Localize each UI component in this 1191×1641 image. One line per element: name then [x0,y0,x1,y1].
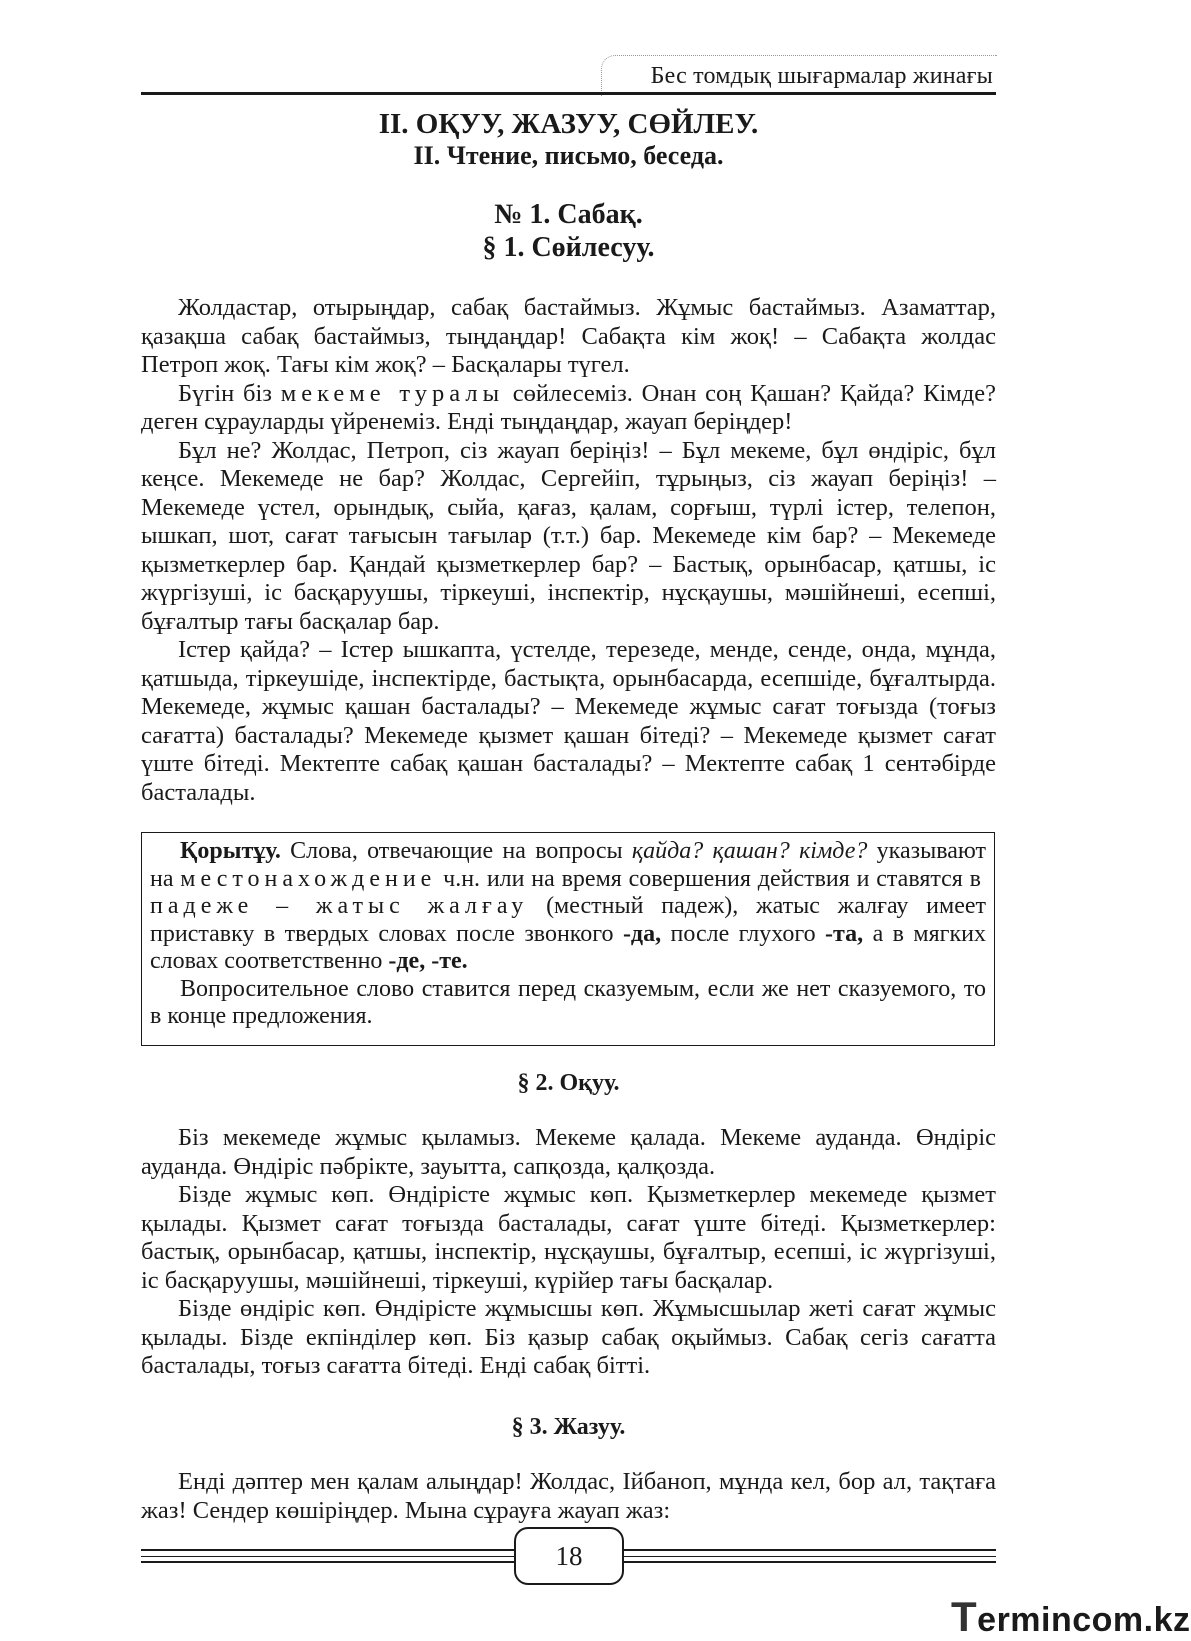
running-header-title: Бес томдық шығармалар жинағы [650,63,993,89]
page-number: 18 [514,1527,624,1585]
text-run: указывают на [150,838,986,892]
section-2-body [141,1124,996,1381]
question-words: қайда? қашан? кімде? [631,838,868,864]
part-title-ru: II. Чтение, письмо, беседа. [413,141,724,170]
text-run: ч.н. или на время совершения действия и ставятся [436,865,970,892]
watermark-letter: T [951,1593,978,1640]
paragraph: Біз мекемеде жұмыс қыламыз. Мекеме қалада. Мекеме ауданда. Өндіріс ауданда. Өндіріс пәбрікте, зауытта, сапқозда, қалқозда. [141,1124,996,1180]
note-lead: Қорытұу. [180,838,281,864]
spaced-text: мекеме туралы [280,379,505,407]
section-3-title: § 3. Жазуу. [511,1414,626,1440]
text-run: после глухого [661,920,826,947]
running-header [601,55,997,96]
text-run: Бүгін біз [178,379,281,407]
suffix: -де, -те. [388,948,468,974]
grammar-note-box [141,832,995,1046]
part-title-kz: II. ОҚУУ, ЖАЗУУ, СӨЙЛЕУ. [378,108,759,140]
paragraph: Істер қайда? – Істер ышкапта, үстелде, терезеде, менде, сенде, онда, мұнда, қатшыда, тіркеушіде, інспектірде, бастықта, орынбасарда, есепшіде, бұғалтырда. Мекемеде, жұмыс қашан басталады? – Мекемеде жұмыс сағат тоғызда (тоғыз сағатта) басталады? Мекемеде қызмет қашан бітеді? – Мекемеде қызмет сағат үште бітеді. Мектепте сабақ қашан басталады? – Мектепте сабақ 1 сентәбірде басталады. [141,636,996,806]
paragraph: Енді дәптер мен қалам алыңдар! Жолдас, Ійбаноп, мұнда кел, бор ал, тақтаға жаз! Сендер көшіріңдер. Мына сұрауға жауап жаз: [141,1468,996,1524]
site-watermark [951,1593,1191,1641]
paragraph [150,838,986,976]
text-run: сөйлесеміз. Онан соң Қашан? Қайда? Кімде? деген сұрауларды үйренеміз. Енді тыңдаңдар, жауап беріңдер! [141,379,996,435]
grammar-note-text [150,838,986,1031]
paragraph: Бұл не? Жолдас, Петроп, сіз жауап беріңіз! – Бұл мекеме, бұл өндіріс, бұл кеңсе. Мекемеде не бар? Жолдас, Сергейіп, тұрыңыз, сіз жауап беріңіз! – Мекемеде үстел, орындық, сыйа, қағаз, қалам, сорғыш, түрлі істер, телепон, ышкап, шот, сағат тағысын тағылар (т.т.) бар. Мекемеде кім бар? – Мекемеде қызметкерлер бар. Қандай қызметкерлер бар? – Бастық, орынбасар, қатшы, іс жүргізуші, іс басқаруушы, тіркеуші, інспектір, нұсқаушы, мәшійнеші, есепші, бұғалтыр тағы басқалар бар. [141,436,996,635]
section-3-body [141,1468,996,1525]
paragraph: Бізде жұмыс көп. Өндірісте жұмыс көп. Қызметкерлер мекемеде қызмет қылады. Қызмет сағат тоғызда басталады, сағат үште бітеді. Қызметкерлер: бастық, орынбасар, қатшы, інспектір, нұсқаушы, бұғалтыр, есепші, іс жүргізуші, іс басқаруушы, мәшійнеші, тіркеуші, күрійер тағы басқалар. [141,1181,996,1294]
paragraph: Вопросительное слово ставится перед сказуемым, если же нет сказуемого, то в конце предложения. [150,975,986,1029]
watermark-text: ermincom.kz [977,1601,1191,1639]
text-run: Слова, отвечающие на вопросы [280,838,632,864]
section-1-title: § 1. Сөйлесуу. [482,232,655,263]
suffix: -та, [825,920,864,947]
text-run: а в мягких словах соответственно [150,920,986,974]
section-1-body [141,294,996,807]
header-rule [141,92,996,95]
suffix: -да, [622,920,662,947]
paragraph [141,380,996,437]
lesson-title: № 1. Сабақ. [494,199,643,230]
spaced-text: местонахождение [180,865,437,892]
spaced-text: в падеже – жатыс жалғау [150,865,986,919]
paragraph: Жолдастар, отырыңдар, сабақ бастаймыз. Жұмыс бастаймыз. Азаматтар, қазақша сабақ бастаймыз, тыңдаңдар! Сабақта кім жоқ! – Сабақта жолдас Петроп жоқ. Тағы кім жоқ? – Басқалары түгел. [141,294,996,378]
text-run: (местный падеж), жатыс жалғау имеет приставку в твердых словах после звонкого [150,893,986,947]
section-2-title: § 2. Оқуу. [517,1070,620,1096]
paragraph: Бізде өндіріс көп. Өндірісте жұмысшы көп. Жұмысшылар жеті сағат жұмыс қылады. Бізде екпінділер көп. Біз қазыр сабақ оқыймыз. Сабақ сегіз сағатта басталады, тоғыз сағатта бітеді. Енді сабақ бітті. [141,1295,996,1379]
